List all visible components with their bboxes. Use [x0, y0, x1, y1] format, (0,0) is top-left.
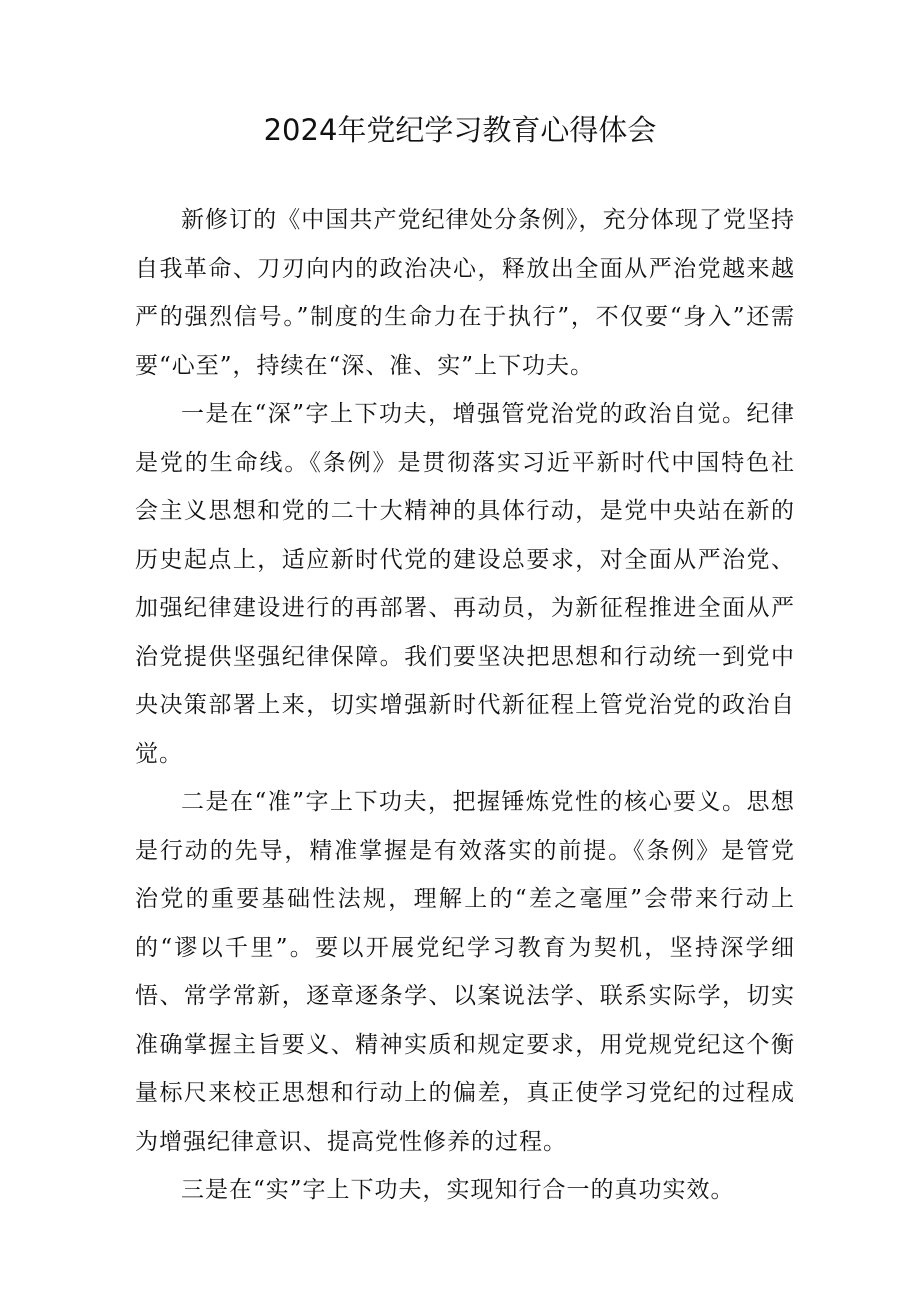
document-title: 2024年党纪学习教育心得体会 [263, 113, 657, 147]
paragraph-point-one: 一是在“深”字上下功夫，增强管党治党的政治自觉。纪律是党的生命线。《条例》是贯彻落实习近平新时代中国特色社会主义思想和党的二十大精神的具体行动，是党中央站在新的历史起点上，适应新时代党的建设总要求，对全面从严治党、加强纪律建设进行的再部署、再动员，为新征程推进全面从严治党提供坚强纪律保障。我们要坚决把思想和行动统一到党中央决策部署上来，切实增强新时代新征程上管党治党的政治自觉。 [135, 401, 795, 767]
document-body [135, 196, 795, 1215]
paragraph-point-two: 二是在“准”字上下功夫，把握锤炼党性的核心要义。思想是行动的先导，精准掌握是有效落实的前提。《条例》是管党治党的重要基础性法规，理解上的“差之毫厘”会带来行动上的“谬以千里”。要以开展党纪学习教育为契机，坚持深学细悟、常学常新，逐章逐条学、以案说法学、联系实际学，切实准确掌握主旨要义、精神实质和规定要求，用党规党纪这个衡量标尺来校正思想和行动上的偏差，真正使学习党纪的过程成为增强纪律意识、提高党性修养的过程。 [135, 789, 795, 1155]
paragraph-intro: 新修订的《中国共产党纪律处分条例》，充分体现了党坚持自我革命、刀刃向内的政治决心，释放出全面从严治党越来越严的强烈信号。”制度的生命力在于执行”，不仅要“身入”还需要“心至”，持续在“深、准、实”上下功夫。 [135, 207, 795, 379]
paragraph-point-three: 三是在“实”字上下功夫，实现知行合一的真功实效。 [181, 1177, 735, 1203]
